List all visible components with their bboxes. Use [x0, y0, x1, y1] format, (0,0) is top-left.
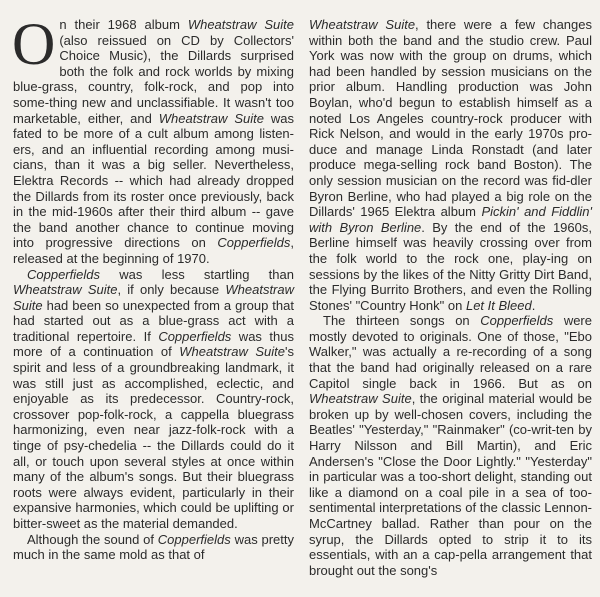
- title-text: Wheatstraw Suite: [158, 110, 264, 126]
- right-column: [309, 17, 592, 597]
- body-text: were mostly devoted to originals. One of those, "Ebo Walker," was actually a re-recording of a song that the band had originally released on a rare Capitol single back in 1966. But as on: [309, 313, 592, 391]
- body-text: had been so unexpected from a group that had started out as a blue-grass act with a traditional repertoire. If: [13, 297, 294, 344]
- body-text: .: [531, 297, 536, 313]
- body-text: was pretty much in the same mold as that of: [13, 531, 294, 563]
- body-text: Although the sound of: [27, 531, 158, 547]
- title-text: Copperfields: [157, 531, 231, 547]
- title-text: Wheatstraw Suite: [309, 17, 416, 32]
- title-text: Copperfields: [217, 235, 291, 251]
- title-text: Copperfields: [27, 266, 100, 282]
- title-text: Wheatstraw Suite: [13, 282, 118, 298]
- body-text: The thirteen songs on: [323, 313, 481, 329]
- paragraph: [12, 11, 295, 267]
- title-text: Let It Bleed: [465, 297, 532, 313]
- body-text: 's spirit and less of a groundbreaking landmark, it was still just as accomplished, eclectic, and enjoyable as its predecessor. Country-rock, crossover pop-folk-rock, a cappella bluegrass harmonizing, even near jazz-folk-rock with a tinge of psy-chedelia -- the Dillards could do it all, or touch upon several styles at once within many of the album's songs. But their bluegrass roots were always evident, particularly in their expansive harmonies, which could be uplifting or bitter-sweet as the material demanded.: [13, 344, 294, 531]
- title-text: Copperfields: [480, 313, 554, 329]
- left-column: [12, 11, 295, 597]
- body-text: , the original material would be broken up by well-chosen covers, including the Beatles' "Yesterday," "Rainmaker" (co-writ-ten by Harry Nilsson and Bill Martin), and Eric Andersen's "Close the Door Lightly." "Yesterday" in particular was a too-short delight, standing out like a diamond on a coal pile in a sea of too-sentimental interpretations of the classic Lennon-McCartney ballad. Rather than pour on the syrup, the Dillards opted to strip it to its essentials, with an a cap-pella arrangement that brought out the song's: [309, 391, 593, 578]
- body-text: n their 1968 album: [59, 17, 188, 32]
- drop-cap: O: [12, 11, 56, 77]
- title-text: Wheatstraw Suite: [179, 344, 286, 360]
- body-text: . By the end of the 1960s, Berline himself was heavily crossing over from the folk world to the rock one, play-ing on sessions by the likes of the Nitty Gritty Dirt Band, the Flying Burrito Brothers, and even the Rolling Stones' "Country Honk" on: [309, 219, 592, 313]
- paragraph: [309, 313, 592, 578]
- paragraph: [309, 17, 592, 313]
- paragraph: [13, 267, 294, 532]
- title-text: Wheatstraw Suite: [187, 17, 294, 32]
- body-text: was thus more of a continuation of: [13, 328, 294, 360]
- body-text: was fated to be more of a cult album among listen-ers, and an influential recording among musi-cians, than it was a big seller. Nevertheless, Elektra Records -- which had already dropped the Dillards from its roster once previously, back in the mid-1960s after their third album -- gave the band another chance to continue moving into progressive directions on: [13, 110, 295, 251]
- body-text: , released at the beginning of 1970.: [13, 235, 294, 266]
- title-text: Wheatstraw Suite: [309, 391, 412, 407]
- body-text: , if only because: [117, 282, 226, 298]
- title-text: Copperfields: [158, 328, 232, 344]
- body-text: (also reissued on CD by Collectors' Choice Music), the Dillards surprised both the folk and rock worlds by mixing blue-grass, country, folk-rock, and pop into some-thing new and unclassifiable. It wasn't too marketable, either, and: [13, 32, 294, 126]
- body-text: was less startling than: [100, 266, 294, 282]
- paragraph: [13, 532, 294, 563]
- body-text: , there were a few changes within both the band and the studio crew. Paul York was now with the group on drums, which had been handled by session musicians on the prior album. Handling production was John Boylan, who'd begun to establish himself as a noted Los Angeles country-rock producer with Rick Nelson, and would in the early 1970s pro-duce and manage Linda Ronstadt (and later produce mega-selling rock band Boston). The only session musician on the record was fid-dler Byron Berline, who had played a big role on the Dillards' 1965 Elektra album: [309, 17, 592, 220]
- title-text: Pickin' and Fiddlin' with Byron Berline: [309, 204, 592, 235]
- title-text: Wheatstraw Suite: [13, 282, 295, 313]
